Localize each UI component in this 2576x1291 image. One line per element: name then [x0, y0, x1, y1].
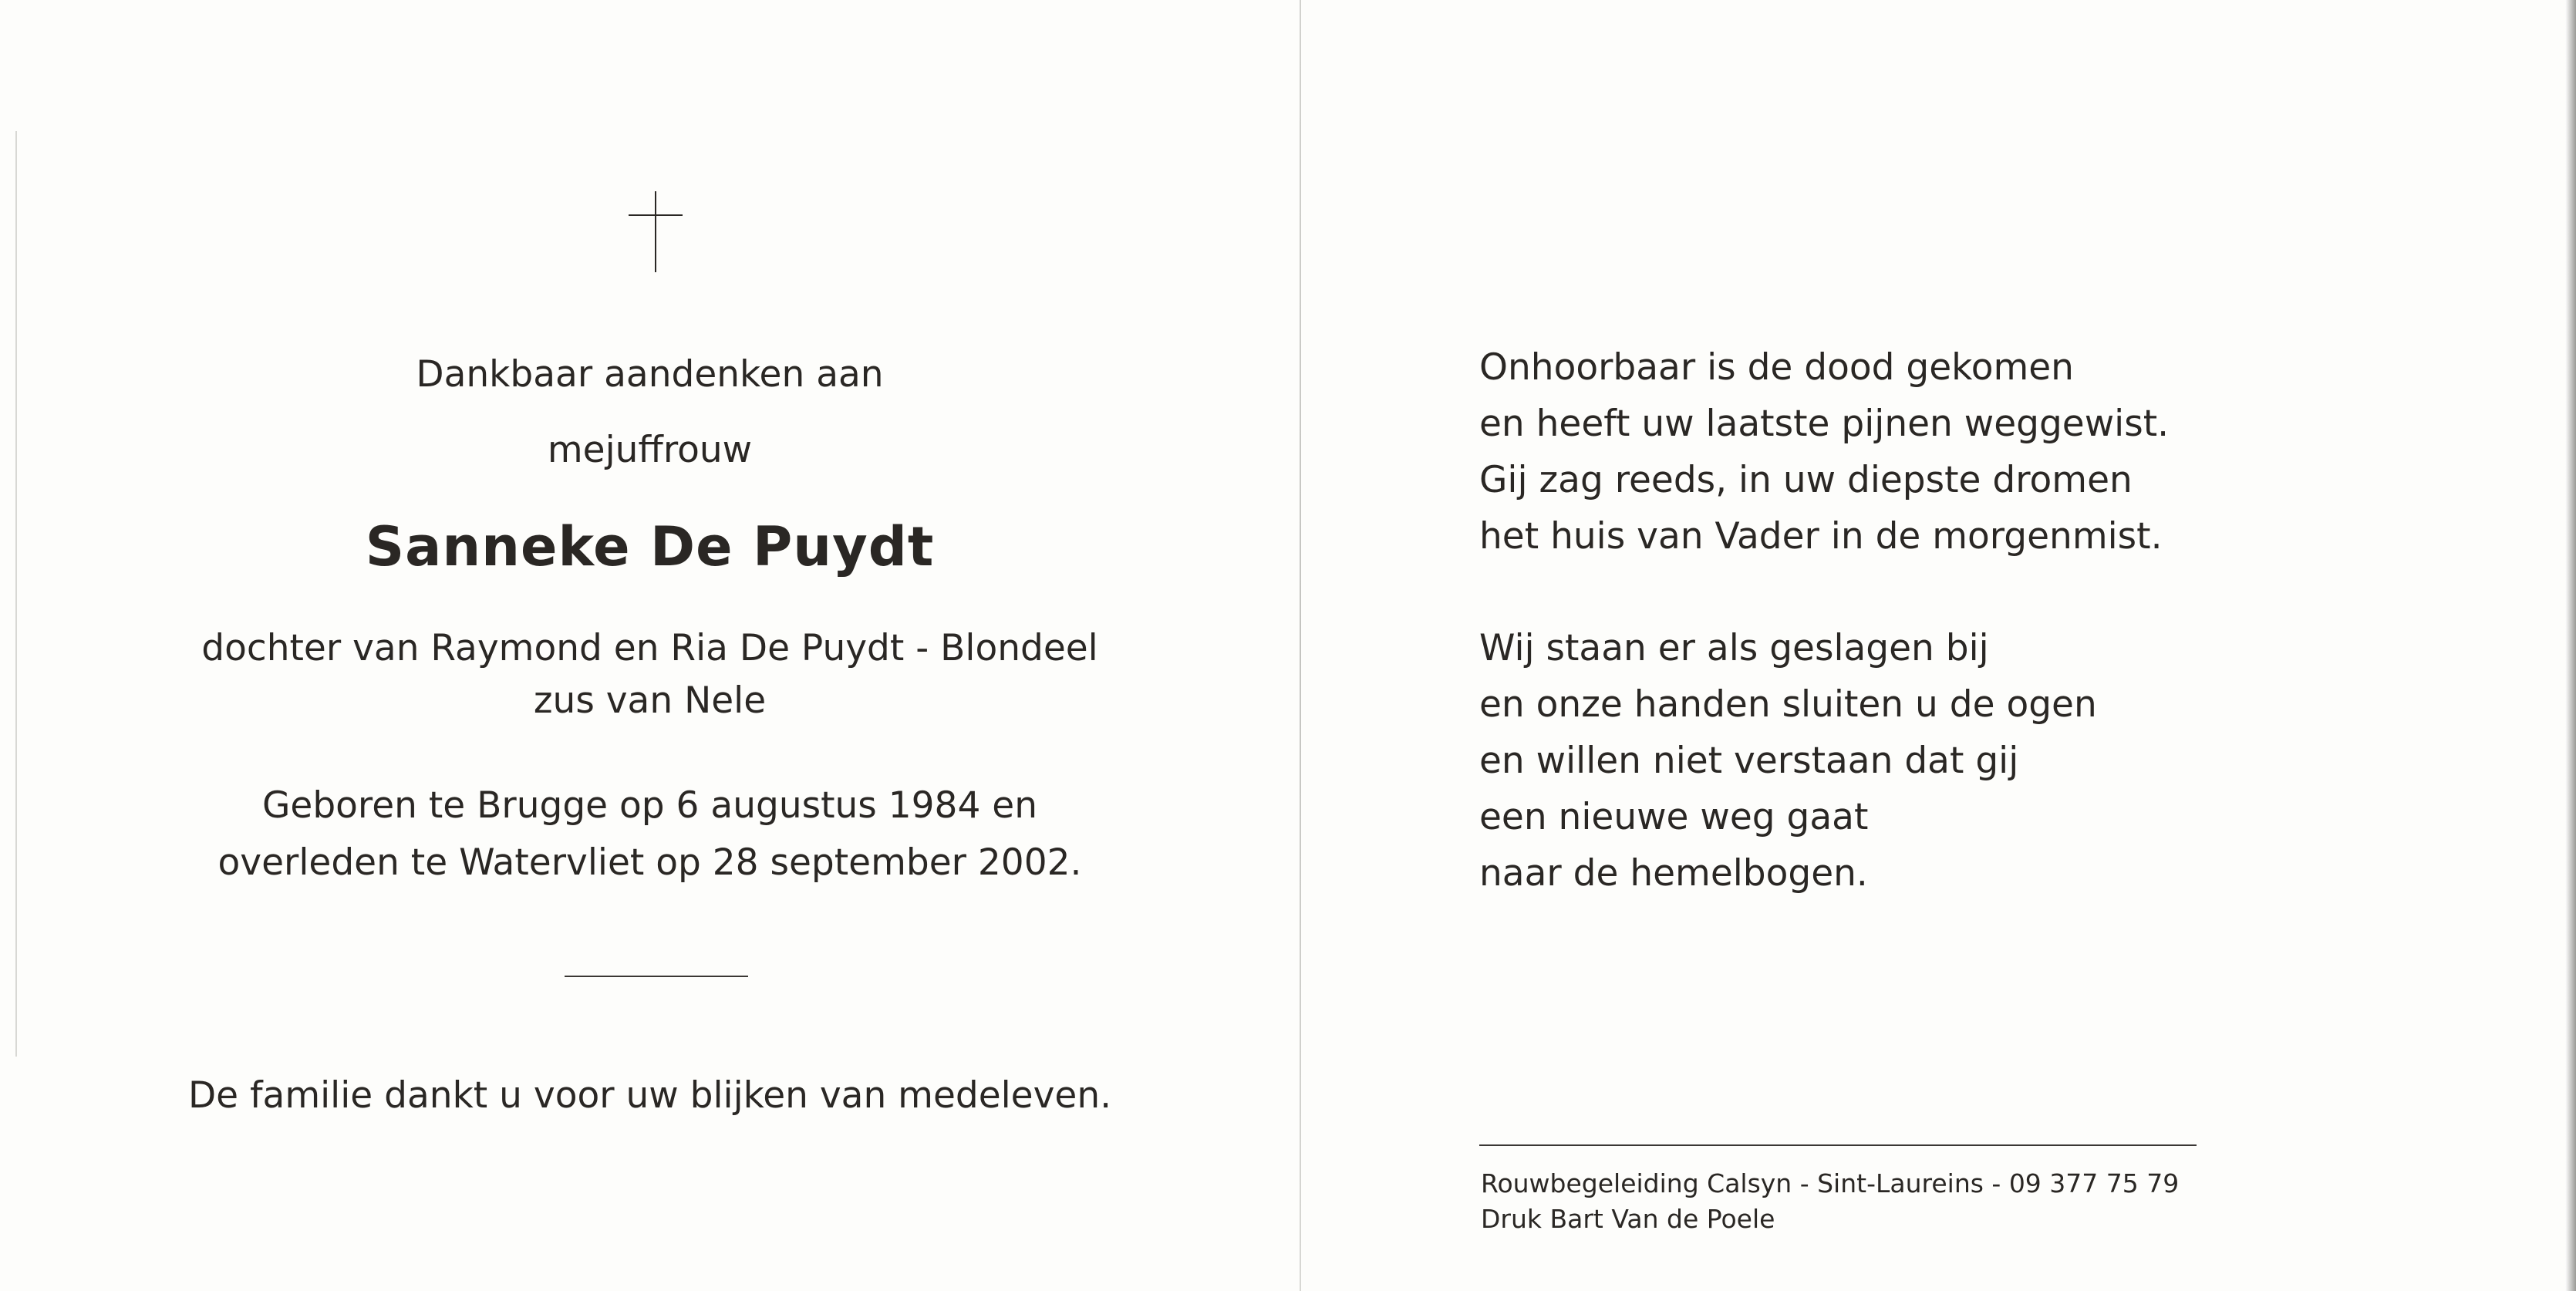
poem-line: het huis van Vader in de morgenmist.	[1479, 515, 2163, 558]
credit-line-2: Druk Bart Van de Poele	[1481, 1204, 1775, 1234]
thanks-text: De familie dankt u voor uw blijken van medeleven.	[187, 1074, 1112, 1117]
deceased-name: Sanneke De Puydt	[365, 515, 935, 578]
right-panel	[1301, 0, 2565, 1291]
relation-line-1: dochter van Raymond en Ria De Puydt - Blondeel	[201, 627, 1098, 669]
dates-line-1: Geboren te Brugge op 6 augustus 1984 en	[262, 784, 1037, 827]
poem-line: Onhoorbaar is de dood gekomen	[1479, 346, 2074, 389]
poem-line: en onze handen sluiten u de ogen	[1479, 683, 2097, 726]
divider	[565, 976, 748, 977]
intro-text: Dankbaar aandenken aan	[416, 353, 884, 396]
dates-line-2: overleden te Watervliet op 28 september 2002.	[217, 841, 1082, 884]
poem-stanza-1	[1479, 339, 2169, 565]
poem-line: naar de hemelbogen.	[1479, 852, 1868, 895]
poem-stanza-2	[1479, 620, 2097, 902]
title-text: mejuffrouw	[547, 429, 753, 471]
cross-icon	[629, 191, 683, 272]
poem-line: een nieuwe weg gaat	[1479, 796, 1869, 838]
credits	[1481, 1166, 2179, 1237]
poem-line: en heeft uw laatste pijnen weggewist.	[1479, 403, 2170, 445]
relation-line-2: zus van Nele	[533, 679, 767, 722]
poem-line: en willen niet verstaan dat gij	[1479, 740, 2019, 782]
credit-line-1: Rouwbegeleiding Calsyn - Sint-Laureins - 09 377 75 79	[1481, 1168, 2180, 1198]
poem-line: Gij zag reeds, in uw diepste dromen	[1479, 459, 2133, 501]
card-edge-right	[2565, 0, 2576, 1291]
credits-divider	[1479, 1144, 2197, 1146]
poem-line: Wij staan er als geslagen bij	[1479, 627, 1989, 669]
